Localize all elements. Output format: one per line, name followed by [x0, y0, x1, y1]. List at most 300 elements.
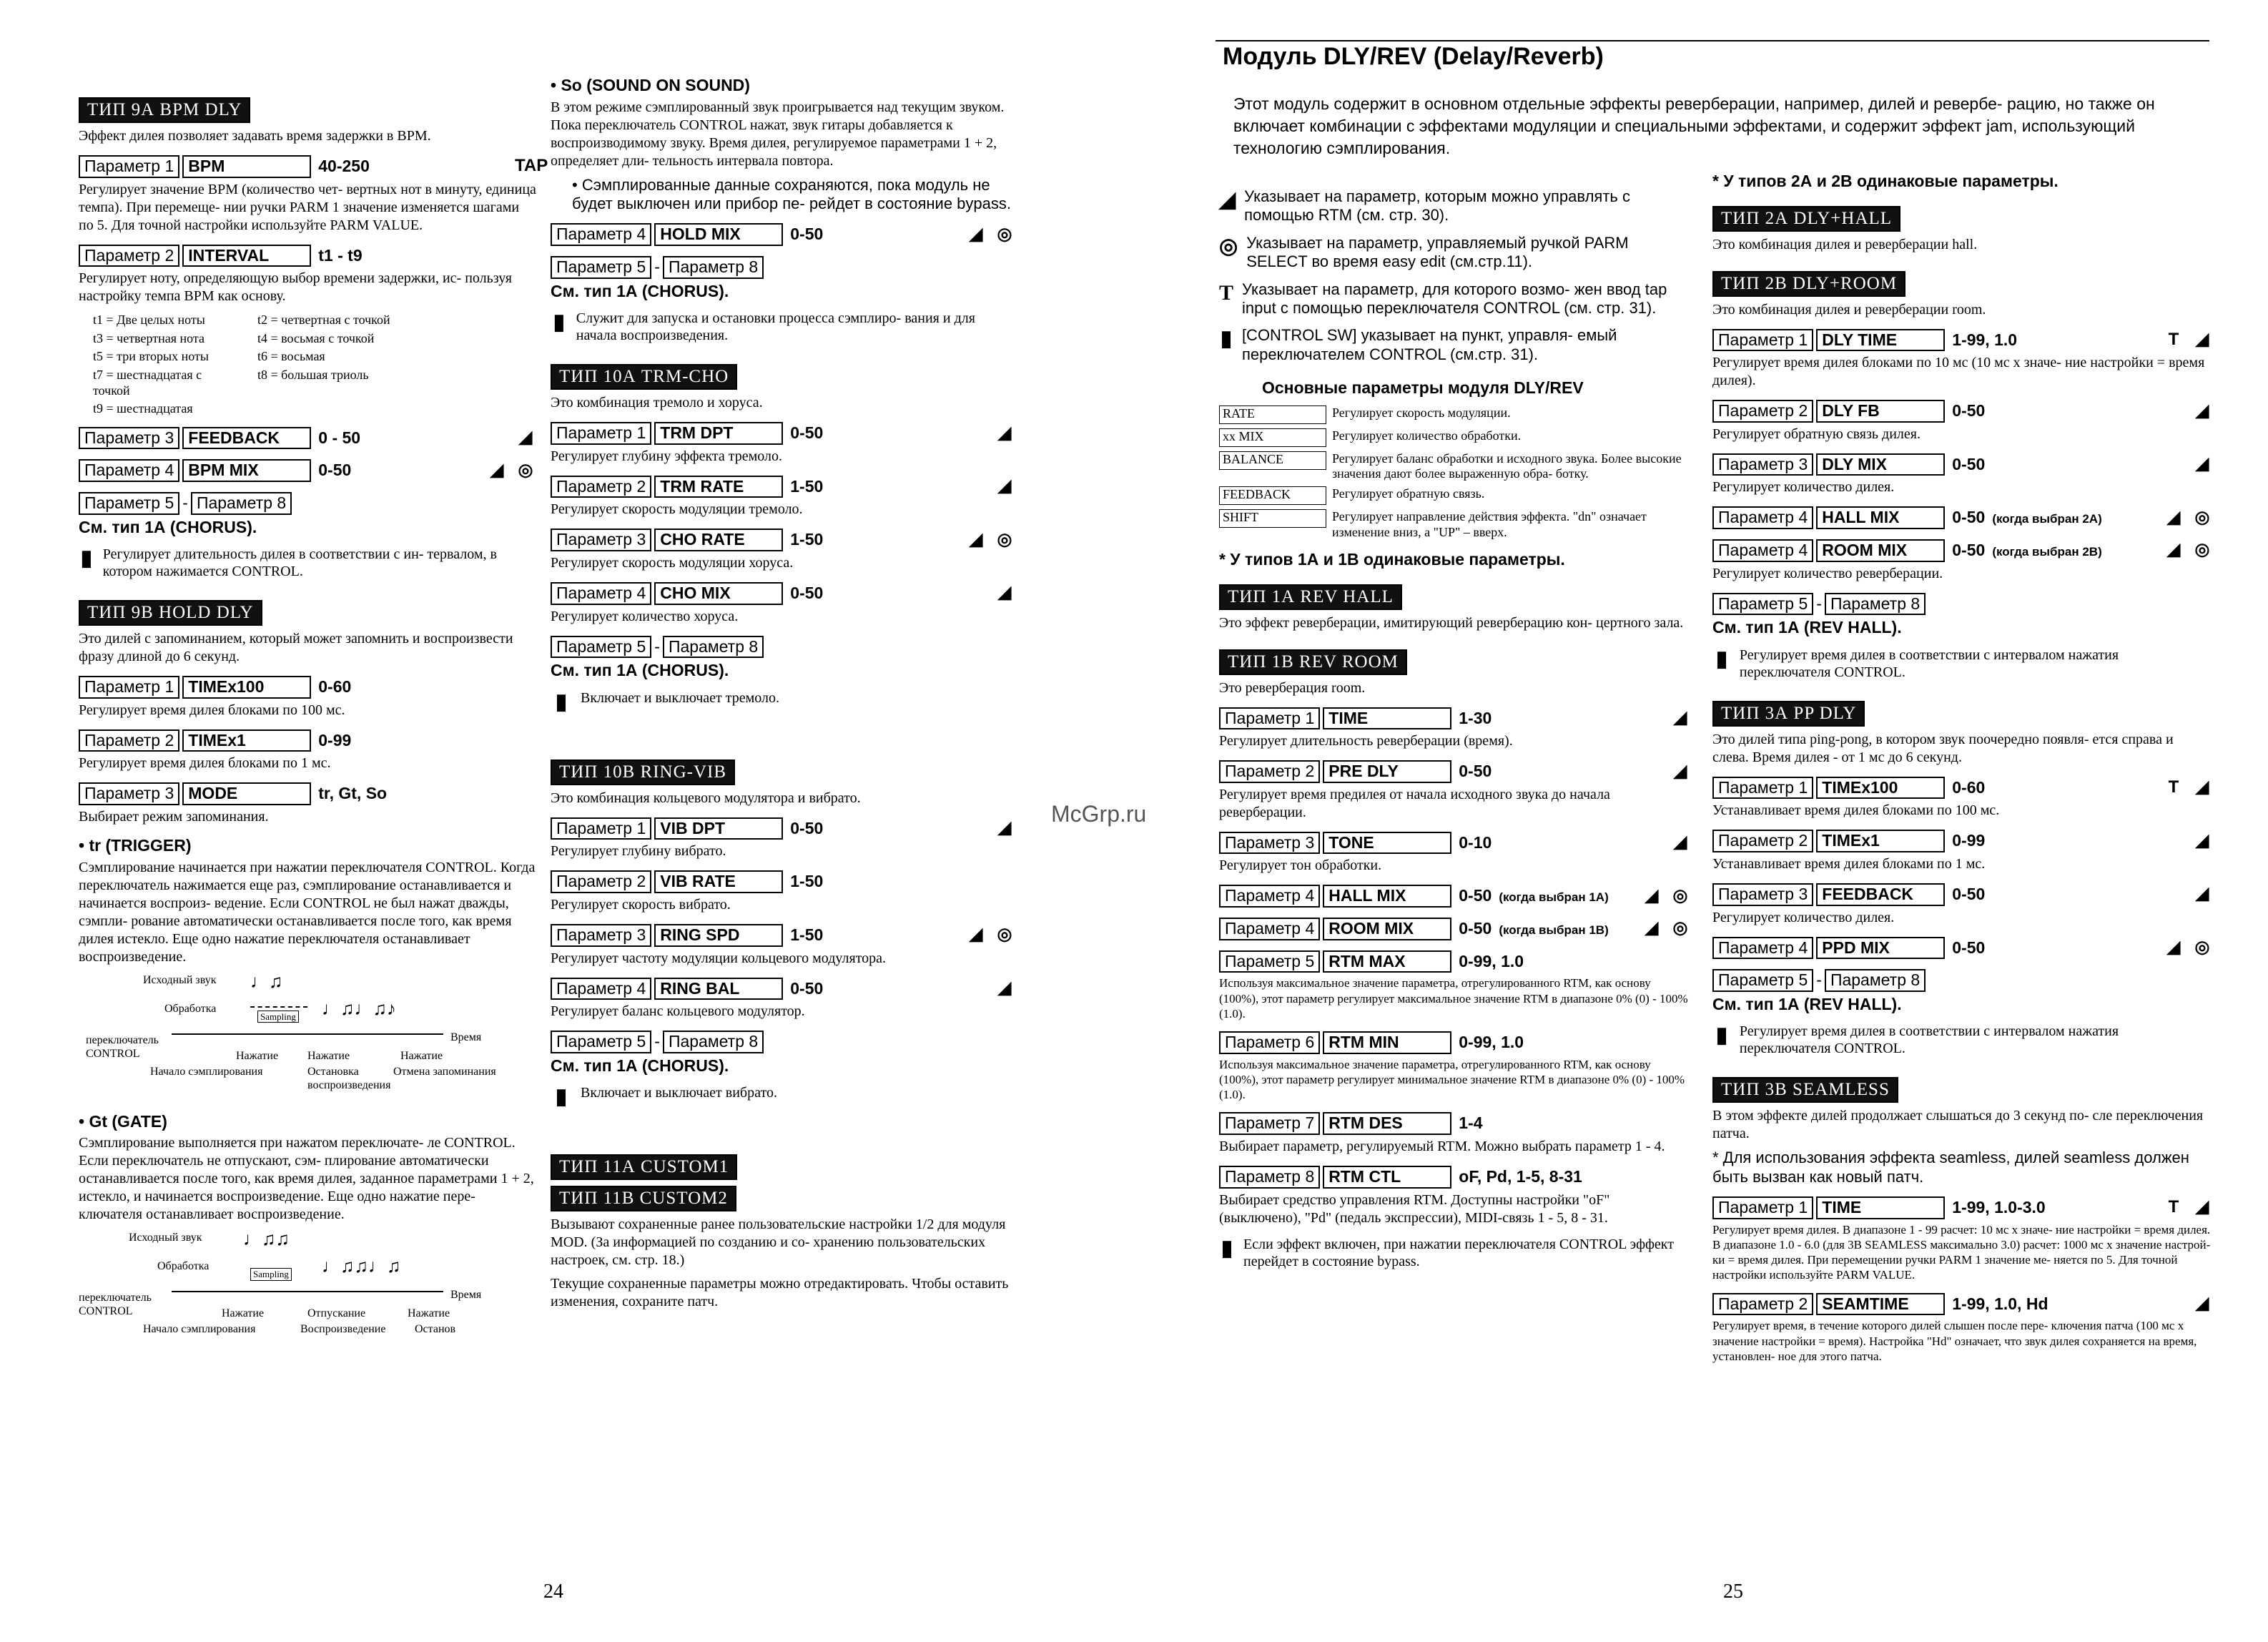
- param-value: SEAMTIME: [1816, 1293, 1945, 1316]
- param-desc: Регулирует время дилея. В диапазоне 1 - 99 расчет: 10 мс х значе- ние настройки = время дилея. В диапазоне 1.0 - 6.0 (для 3В SEAMLESS максимально 3.0) расчет: 1000 мс х значение настрой- ки = время дилея. При перемещении ручки PARM 1 значение ме- няется по 5. Для точной настройки используйте PARM VALUE.: [1712, 1222, 2211, 1282]
- param-label: Параметр 4: [1712, 937, 1813, 960]
- param-desc: Используя максимальное значение параметра, отрегулированного RTM, как основу (100%), этот параметр регулирует максимальное значение RTM в диапазоне 0% (0) - 100% (1.0).: [1219, 976, 1688, 1021]
- rtm-icon: ◢: [2195, 830, 2209, 850]
- param-value: ROOM MIX: [1323, 918, 1451, 940]
- param-range: 0 - 50: [318, 428, 361, 447]
- param-row: [1219, 918, 1691, 940]
- section-desc: Вызывают сохраненные ранее пользовательские настройки 1/2 для модуля MOD. (За информацией по созданию и со- хранению пользовательских настроек, см. стр. 18.): [551, 1216, 1006, 1269]
- mode-title-so: • So (SOUND ON SOUND): [551, 76, 750, 94]
- param-value: TRM RATE: [654, 476, 783, 498]
- module-title: Модуль DLY/REV (Delay/Reverb): [1223, 43, 1604, 70]
- param-row: [79, 782, 536, 805]
- param-label: Параметр 3: [1712, 453, 1813, 476]
- param-range: 0-99: [318, 730, 352, 749]
- param-row: [1712, 1196, 2213, 1219]
- control-note: [551, 1084, 1015, 1110]
- param-label: Параметр 8: [663, 1031, 764, 1053]
- rtm-icon: ◢: [969, 529, 983, 549]
- param-label: Параметр 1: [1712, 777, 1813, 800]
- interval-item: t2 = четвертная с точкой: [257, 313, 390, 328]
- param-label: Параметр 1: [551, 817, 651, 840]
- see-ref: См. тип 1А (CHORUS).: [551, 1056, 729, 1075]
- section-desc: В этом эффекте дилей продолжает слышаться до 3 секунд по- сле переключения патча.: [1712, 1108, 2204, 1142]
- param-label: Параметр 4: [551, 582, 651, 605]
- section-desc: Это эффект реверберации, имитирующий реверберацию кон- цертного зала.: [1219, 614, 1684, 631]
- rtm-icon: ◢: [969, 925, 983, 945]
- param-row: [1219, 885, 1691, 908]
- param-row: [1712, 937, 2213, 960]
- column-4: [1712, 164, 2213, 1370]
- param-condition: (когда выбран 1А): [1499, 890, 1609, 905]
- column-2: [551, 66, 1015, 1317]
- mode-desc-tr: Сэмплирование начинается при нажатии переключателя CONTROL. Когда переключатель нажимается еще раз, сэмплирование останавливается и начинается воспроиз- ведение. Если CONTROL не был нажат дважды, сэмпли- рование автоматически останавливается после того, как время дилея истекло. Еще одно нажатие переключателя останавливает воспроизведение.: [79, 859, 536, 965]
- param-label: Параметр 1: [551, 422, 651, 445]
- bullet-note: • Сэмплированные данные сохраняются, пока модуль не будет выключен или прибор пе- рейдет в состояние bypass.: [572, 175, 1011, 212]
- param-label: Параметр 8: [663, 636, 764, 659]
- param-row: [1712, 830, 2213, 852]
- param-range: 0-50: [1952, 938, 1986, 957]
- trigger-diagram: [79, 970, 536, 1102]
- param-range: 1-4: [1459, 1113, 1483, 1133]
- section-desc: Это комбинация дилея и реверберации hall.: [1712, 236, 1978, 252]
- param-range: oF, Pd, 1-5, 8-31: [1459, 1166, 1582, 1186]
- interval-item: t6 = восьмая: [257, 349, 325, 364]
- control-switch-icon: ▮: [555, 689, 568, 714]
- param-range: 1-50: [790, 872, 824, 891]
- parm-knob-icon: ◎: [997, 925, 1012, 945]
- param-desc: Выбирает средство управления RTM. Доступны настройки "oF" (выключено), "Pd" (педаль экспрессии), MIDI-связь 1 - 5, 8 - 31.: [1219, 1191, 1610, 1226]
- param-row: Параметр 5 - Параметр 8: [1712, 593, 2213, 616]
- param-range: 0-50: [790, 423, 824, 443]
- diagram-label: переключатель CONTROL: [86, 1033, 159, 1060]
- param-value: INTERVAL: [182, 245, 311, 267]
- section-title-10b: ТИП 10В RING-VIB: [551, 759, 735, 785]
- param-value: TIMEx100: [182, 676, 311, 699]
- note-text: Если эффект включен, при нажатии переключателя CONTROL эффект перейдет в состояние bypass.: [1243, 1236, 1674, 1269]
- section-title-1a: ТИП 1А REV HALL: [1219, 584, 1402, 610]
- control-note: [1712, 647, 2213, 681]
- param-label: Параметр 8: [1825, 593, 1926, 616]
- param-range: 1-50: [790, 925, 824, 944]
- param-range: 1-99, 1.0, Hd: [1952, 1294, 2048, 1313]
- parm-knob-icon: ◎: [2194, 937, 2210, 957]
- parm-knob-icon: ◎: [1672, 885, 1688, 905]
- interval-item: t7 = шестнадцатая с точкой: [93, 367, 202, 398]
- param-desc: Устанавливает время дилея блоками по 100 мс.: [1712, 802, 2000, 819]
- page-number-left: 24: [543, 1580, 563, 1603]
- diagram-label: Отмена запоминания: [393, 1065, 496, 1078]
- param-value: VIB DPT: [654, 817, 783, 840]
- control-note: [79, 546, 536, 580]
- param-range: 0-50: [318, 461, 352, 480]
- param-range: 0-99, 1.0: [1459, 1033, 1524, 1051]
- notes-icon: ♩♫♫: [243, 1229, 290, 1250]
- interval-item: t5 = три вторых ноты: [93, 349, 209, 364]
- rtm-icon: ◢: [1645, 918, 1659, 938]
- notes-icon: ♩♫: [250, 970, 283, 992]
- same-params-note: * У типов 1А и 1В одинаковые параметры.: [1219, 550, 1565, 569]
- param-row: [1712, 777, 2213, 800]
- param-value: RTM DES: [1323, 1112, 1451, 1135]
- param-key: SHIFT: [1219, 509, 1326, 528]
- param-range: 0-10: [1459, 832, 1492, 852]
- rtm-icon: ◢: [2195, 329, 2209, 349]
- param-row: [551, 870, 1015, 893]
- control-note: [551, 689, 1015, 715]
- see-ref: См. тип 1А (REV HALL).: [1712, 994, 1902, 1013]
- param-range: 1-50: [790, 530, 824, 549]
- param-desc: Регулирует количество реверберации.: [1712, 565, 1943, 581]
- param-desc: Регулирует скорость модуляции тремоло.: [551, 501, 803, 518]
- param-label: Параметр 3: [551, 529, 651, 551]
- interval-table: [93, 313, 522, 417]
- param-key: RATE: [1219, 405, 1326, 424]
- param-value: BPM: [182, 155, 311, 178]
- rtm-icon: ◢: [997, 818, 1012, 838]
- see-ref: См. тип 1А (CHORUS).: [79, 517, 257, 536]
- param-row: [551, 924, 1015, 947]
- diagram-label: Исходный звук: [129, 1232, 202, 1244]
- param-value: RING SPD: [654, 924, 783, 947]
- param-label: Параметр 5: [1219, 950, 1320, 973]
- bullet-text: Сэмплированные данные сохраняются, пока модуль не будет выключен или прибор пе- рейдет в состояние bypass.: [572, 175, 1011, 212]
- rtm-icon: ◢: [997, 423, 1012, 443]
- section-desc: Это комбинация тремоло и хоруса.: [551, 395, 763, 411]
- param-label: Параметр 6: [1219, 1031, 1320, 1054]
- legend-ctrl: [1219, 326, 1691, 364]
- section-title-10a: ТИП 10А TRM-CHO: [551, 364, 737, 390]
- rtm-icon: ◢: [2166, 540, 2181, 560]
- section-desc: Это реверберация room.: [1219, 679, 1366, 696]
- param-row: [79, 729, 536, 752]
- param-row: [1712, 1293, 2213, 1316]
- param-label: Параметр 4: [551, 978, 651, 1001]
- param-desc: Используя максимальное значение параметра, отрегулированного RTM, как основу (100%), этот параметр регулирует минимальное значение RTM в диапазоне 0% (0) - 100% (1.0).: [1219, 1057, 1685, 1102]
- param-row: [1712, 539, 2213, 562]
- diagram-label: Отпускание: [307, 1307, 366, 1320]
- note-text: Включает и выключает тремоло.: [581, 689, 780, 706]
- param-desc: Регулирует глубину вибрато.: [551, 843, 726, 860]
- section-title-2b: ТИП 2В DLY+ROOM: [1712, 271, 1905, 297]
- section-title-11b: ТИП 11В CUSTOM2: [551, 1186, 736, 1211]
- param-label: Параметр 2: [79, 729, 179, 752]
- param-row: [79, 676, 536, 699]
- diagram-label: Остановка воспроизведения: [307, 1065, 391, 1091]
- param-condition: (когда выбран 2В): [1992, 544, 2102, 559]
- rtm-icon: ◢: [1673, 761, 1687, 781]
- time-axis: [172, 1033, 443, 1035]
- param-value: BPM MIX: [182, 459, 311, 482]
- param-desc: Регулирует ноту, определяющую выбор времени задержки, ис- пользуя настройку темпа BPM как основу.: [79, 270, 512, 305]
- legend-tap: [1219, 280, 1691, 318]
- diagram-label: Время: [450, 1289, 482, 1302]
- param-label: Параметр 5: [1712, 593, 1813, 616]
- param-key: FEEDBACK: [1219, 486, 1326, 505]
- param-range: 0-99: [1952, 831, 1986, 850]
- control-switch-icon: ▮: [1715, 1023, 1728, 1048]
- mode-title-tr: • tr (TRIGGER): [79, 835, 192, 855]
- param-desc: Регулирует скорость вибрато.: [551, 896, 731, 913]
- parm-knob-icon: ◎: [997, 529, 1012, 549]
- diagram-label: Нажатие: [222, 1307, 265, 1320]
- see-ref: См. тип 1А (REV HALL).: [1712, 618, 1902, 637]
- param-row: [1712, 506, 2213, 529]
- control-note: [1219, 1236, 1691, 1270]
- diagram-label: Обработка: [157, 1260, 209, 1273]
- param-value: CHO MIX: [654, 582, 783, 605]
- param-condition: (когда выбран 1В): [1499, 923, 1609, 938]
- legend-rtm: [1219, 187, 1691, 225]
- param-row: [1712, 453, 2213, 476]
- diagram-label: Начало сэмплирования: [150, 1065, 263, 1078]
- section-desc: Это дилей с запоминанием, который может запомнить и воспроизвести фразу длиной до 6 секунд.: [79, 631, 513, 665]
- param-label: Параметр 1: [79, 676, 179, 699]
- param-label: Параметр 8: [1825, 969, 1926, 992]
- param-desc: Регулирует количество хоруса.: [551, 608, 739, 624]
- param-desc: Регулирует время дилея блоками по 10 мс (10 мс х значе- ние настройки = время дилея).: [1712, 355, 2205, 389]
- section-title-9b: ТИП 9В HOLD DLY: [79, 600, 262, 626]
- param-row: [79, 459, 536, 482]
- param-row: Параметр 5 - Параметр 8: [79, 492, 536, 515]
- section-title-11a: ТИП 11А CUSTOM1: [551, 1154, 737, 1180]
- param-desc: Регулирует время дилея блоками по 1 мс.: [79, 755, 331, 772]
- param-row: [1219, 1112, 1691, 1135]
- param-range: 0-50: [1952, 884, 1986, 903]
- param-label: Параметр 5: [551, 256, 651, 279]
- interval-item: t1 = Две целых ноты: [93, 313, 205, 328]
- rtm-icon: ◢: [2195, 884, 2209, 904]
- main-params-table: [1219, 405, 1691, 540]
- param-value: DLY MIX: [1816, 453, 1945, 476]
- param-desc: Регулирует глубину эффекта тремоло.: [551, 448, 783, 464]
- section-desc: Текущие сохраненные параметры можно отредактировать. Чтобы оставить изменения, сохраните патч.: [551, 1276, 1009, 1310]
- param-range: 0-50: [790, 818, 824, 837]
- param-row: [1219, 760, 1691, 783]
- diagram-label: Нажатие: [307, 1049, 350, 1062]
- diagram-label: Нажатие: [400, 1049, 443, 1062]
- param-value-desc: Регулирует количество обработки.: [1332, 428, 1522, 443]
- gate-diagram: [79, 1231, 536, 1360]
- param-label: Параметр 4: [1712, 539, 1813, 562]
- param-desc: Регулирует частоту модуляции кольцевого модулятора.: [551, 950, 887, 966]
- rtm-icon: ◢: [2195, 777, 2209, 797]
- rtm-icon: ◢: [1673, 832, 1687, 852]
- param-value-desc: Регулирует баланс обработки и исходного звука. Более высокие значения дают более выраженную обра- ботку.: [1332, 451, 1682, 481]
- control-switch-icon: ▮: [1220, 327, 1233, 351]
- note-text: Включает и выключает вибрато.: [581, 1085, 777, 1101]
- param-range: 0-50: [790, 978, 824, 998]
- param-value: TIME: [1323, 707, 1451, 730]
- column-3: [1219, 179, 1691, 1279]
- rtm-icon: ◢: [1673, 708, 1687, 728]
- param-value: DLY TIME: [1816, 329, 1945, 352]
- param-value: ROOM MIX: [1816, 539, 1945, 562]
- param-value: TIME: [1816, 1196, 1945, 1219]
- parm-knob-icon: ◎: [2194, 540, 2210, 560]
- main-params-title: Основные параметры модуля DLY/REV: [1262, 378, 1584, 398]
- parm-knob-icon: ◎: [2194, 507, 2210, 527]
- diagram-label: Время: [450, 1031, 482, 1043]
- param-row: [1219, 950, 1691, 973]
- param-value: RTM MIN: [1323, 1031, 1451, 1054]
- sampling-box: Sampling: [257, 1011, 299, 1023]
- param-label: Параметр 5: [551, 1031, 651, 1053]
- rtm-icon: ◢: [2195, 1197, 2209, 1217]
- rtm-icon: ◢: [490, 460, 504, 480]
- param-range: 0-50: [1459, 886, 1492, 905]
- section-desc: Это комбинация кольцевого модулятора и вибрато.: [551, 790, 861, 806]
- time-axis: [172, 1291, 443, 1292]
- param-label: Параметр 2: [1712, 830, 1813, 852]
- watermark: McGrp.ru: [1051, 801, 1147, 827]
- param-label: Параметр 2: [551, 476, 651, 498]
- param-row: Параметр 5 - Параметр 8: [551, 1031, 1015, 1053]
- param-label: Параметр 4: [79, 459, 179, 482]
- param-value: TIMEx1: [1816, 830, 1945, 852]
- notes-icon: ♩♫♫♩♫: [322, 1256, 401, 1277]
- param-value: TIMEx1: [182, 729, 311, 752]
- param-desc: Регулирует время дилея блоками по 100 мс.: [79, 702, 345, 718]
- param-label: Параметр 8: [1219, 1166, 1320, 1189]
- legend-text: Указывает на параметр, управляемый ручкой PARM SELECT во время easy edit (см.стр.11).: [1246, 233, 1629, 271]
- param-range: 0-50: [1952, 401, 1986, 421]
- control-switch-icon: ▮: [1221, 1236, 1233, 1260]
- param-desc: Регулирует время, в течение которого дилей слышен после пере- ключения патча (100 мс х значение настройки = время). Настройка "Hd" означает, что звук дилея сохраняется на время, установлен- ное для этого патча.: [1712, 1319, 2197, 1363]
- diagram-label: Исходный звук: [143, 973, 217, 986]
- param-value-desc: Регулирует скорость модуляции.: [1332, 405, 1511, 420]
- param-value: PPD MIX: [1816, 937, 1945, 960]
- param-row: [551, 582, 1015, 605]
- param-desc: Регулирует скорость модуляции хоруса.: [551, 554, 794, 571]
- param-range: 0-60: [1952, 777, 1986, 797]
- param-range: 1-50: [790, 476, 824, 496]
- sampling-line: [250, 1006, 307, 1008]
- rtm-icon: ◢: [1219, 188, 1236, 212]
- param-label: Параметр 3: [79, 782, 179, 805]
- param-label: Параметр 5: [79, 492, 179, 515]
- control-switch-icon: ▮: [555, 1085, 568, 1109]
- param-label: Параметр 8: [191, 492, 292, 515]
- param-row: [1712, 883, 2213, 906]
- param-range: 0-60: [318, 677, 352, 697]
- param-label: Параметр 3: [79, 427, 179, 450]
- note-text: Служит для запуска и остановки процесса сэмплиро- вания и для начала воспроизведения.: [576, 310, 975, 344]
- diagram-label: Нажатие: [408, 1307, 450, 1320]
- section-desc: Эффект дилея позволяет задавать время задержки в BPM.: [79, 128, 431, 144]
- note-text: Регулирует время дилея в соответствии с интервалом нажатия переключателя CONTROL.: [1739, 1023, 2119, 1057]
- section-title-3b: ТИП 3В SEAMLESS: [1712, 1077, 1898, 1103]
- parm-knob-icon: ◎: [1219, 234, 1238, 258]
- legend-parm: [1219, 234, 1691, 272]
- rtm-icon: ◢: [2195, 400, 2209, 421]
- parm-knob-icon: ◎: [997, 224, 1012, 244]
- section-desc-2: * Для использования эффекта seamless, дилей seamless должен быть вызван как новый патч.: [1712, 1149, 2189, 1186]
- rtm-icon: ◢: [2195, 454, 2209, 474]
- param-value: TRM DPT: [654, 422, 783, 445]
- diagram-label: Останов: [415, 1323, 456, 1336]
- control-note: [1712, 1023, 2213, 1057]
- tap-icon: TAP: [515, 156, 548, 176]
- param-value-desc: Регулирует направление действия эффекта. "dn" означает изменение вниз, а "UP" – вверх.: [1332, 508, 1647, 539]
- diagram-label: Обработка: [164, 1002, 217, 1015]
- rtm-icon: ◢: [997, 978, 1012, 998]
- rtm-icon: ◢: [518, 428, 533, 448]
- legend-text: Указывает на параметр, которым можно управлять с помощью RTM (см. стр. 30).: [1244, 187, 1630, 225]
- param-value: DLY FB: [1816, 400, 1945, 423]
- param-range: 0-50: [1952, 508, 1986, 527]
- param-row: [551, 223, 1015, 246]
- rtm-icon: ◢: [1645, 885, 1659, 905]
- interval-item: t9 = шестнадцатая: [93, 401, 193, 416]
- param-desc: Устанавливает время дилея блоками по 1 мс.: [1712, 855, 1986, 872]
- mode-desc-gt: Сэмплирование выполняется при нажатом переключате- ле CONTROL. Если переключатель не отпускают, сэм- плирование автоматически останавливается после того, как время дилея, заданное параметрами 1 + 2, истекло, и начинается воспроизведение. Еще одно нажатие пере- ключателя останавливает воспроизведение.: [79, 1135, 534, 1223]
- parm-knob-icon: ◎: [1672, 918, 1688, 938]
- mode-title-gt: • Gt (GATE): [79, 1111, 167, 1131]
- param-value: RING BAL: [654, 978, 783, 1001]
- param-label: Параметр 4: [1219, 918, 1320, 940]
- param-range: 0-50: [1952, 540, 1986, 559]
- note-text: Регулирует длительность дилея в соответствии с ин- тервалом, в котором нажимается CONTROL.: [102, 546, 497, 580]
- param-row: [551, 978, 1015, 1001]
- param-row: [551, 817, 1015, 840]
- rtm-icon: ◢: [2195, 1294, 2209, 1314]
- header-rule: [1216, 40, 2209, 41]
- page-number-right: 25: [1723, 1580, 1743, 1603]
- param-range: 0-99, 1.0: [1459, 951, 1524, 970]
- rtm-icon: ◢: [969, 224, 983, 244]
- param-label: Параметр 4: [551, 223, 651, 246]
- column-1: [79, 86, 548, 1367]
- param-value: TONE: [1323, 832, 1451, 855]
- param-condition: (когда выбран 2А): [1992, 512, 2102, 526]
- tap-icon: T: [2168, 777, 2179, 797]
- param-row: [79, 427, 536, 450]
- param-label: Параметр 8: [663, 256, 764, 279]
- same-params-note: * У типов 2А и 2В одинаковые параметры.: [1712, 172, 2059, 190]
- param-desc: Выбирает режим запоминания.: [79, 808, 269, 825]
- param-row: [1712, 400, 2213, 423]
- param-value: CHO RATE: [654, 529, 783, 551]
- param-row: Параметр 5 - Параметр 8: [551, 256, 1015, 279]
- param-row: [1712, 329, 2213, 352]
- param-label: Параметр 1: [1219, 707, 1320, 730]
- param-value: FEEDBACK: [1816, 883, 1945, 906]
- param-label: Параметр 1: [1712, 1196, 1813, 1219]
- param-value: MODE: [182, 782, 311, 805]
- param-range: 0-50: [1459, 919, 1492, 938]
- module-intro: Этот модуль содержит в основном отдельные эффекты реверберации, например, дилей и ревербе- рацию, но также он включает комбинации с эффектами модуляции и специальными эффектами, и содержит эффект jam, использующий технологию сэмплирования.: [1233, 94, 2155, 158]
- param-desc: Регулирует время предилея от начала исходного звука до начала реверберации.: [1219, 786, 1610, 820]
- rtm-icon: ◢: [997, 476, 1012, 496]
- rtm-icon: ◢: [997, 583, 1012, 603]
- param-range: 40-250: [318, 157, 370, 175]
- control-note: [551, 310, 1015, 344]
- param-value: HOLD MIX: [654, 223, 783, 246]
- param-label: Параметр 2: [1712, 1293, 1813, 1316]
- tap-icon: T: [2168, 329, 2179, 349]
- param-row: [551, 422, 1015, 445]
- param-label: Параметр 2: [1219, 760, 1320, 783]
- interval-item: t3 = четвертная нота: [93, 330, 204, 345]
- diagram-label: Начало сэмплирования: [143, 1323, 256, 1336]
- param-label: Параметр 7: [1219, 1112, 1320, 1135]
- param-value: RTM CTL: [1323, 1166, 1451, 1189]
- param-desc: Регулирует обратную связь дилея.: [1712, 426, 1921, 442]
- section-title-9a: ТИП 9А BPM DLY: [79, 97, 250, 123]
- param-label: Параметр 3: [1219, 832, 1320, 855]
- param-label: Параметр 5: [1712, 969, 1813, 992]
- diagram-label: переключатель CONTROL: [79, 1292, 152, 1318]
